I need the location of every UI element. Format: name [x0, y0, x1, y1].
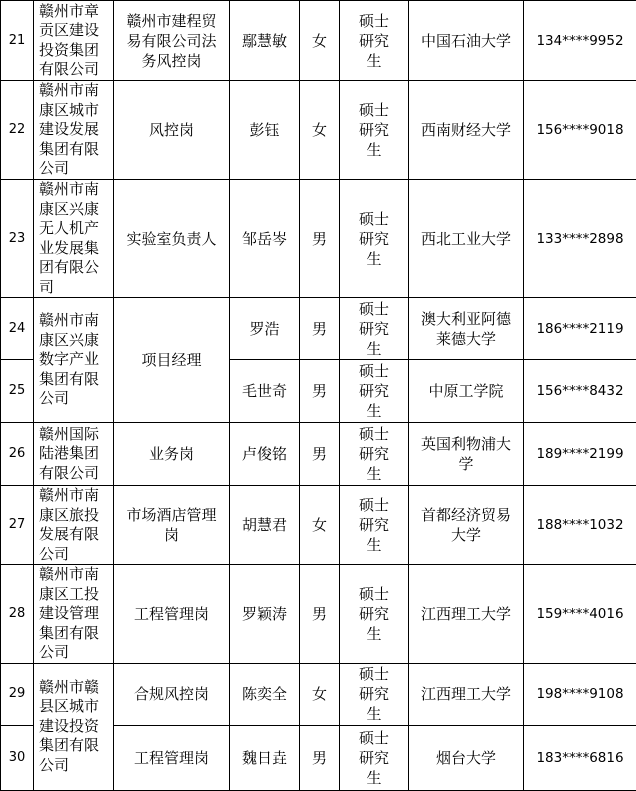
position-cell: 工程管理岗 — [114, 725, 230, 790]
serial-number-cell: 28 — [1, 565, 34, 664]
position-cell: 项目经理 — [114, 298, 230, 423]
school-cell: 英国利物浦大学 — [409, 423, 524, 486]
gender-cell: 男 — [300, 423, 340, 486]
employer-cell: 赣州市南康区兴康数字产业集团有限公司 — [34, 298, 114, 423]
phone-cell: 186****2119 — [524, 298, 636, 360]
table-row — [1, 423, 636, 486]
school-cell: 江西理工大学 — [409, 663, 524, 725]
gender-cell: 女 — [300, 486, 340, 565]
gender-cell: 女 — [300, 663, 340, 725]
serial-number-cell: 22 — [1, 81, 34, 180]
phone-cell: 133****2898 — [524, 180, 636, 298]
gender-cell: 男 — [300, 565, 340, 664]
education-cell: 硕士研究生 — [340, 663, 409, 725]
gender-cell: 男 — [300, 725, 340, 790]
position-cell: 赣州市建程贸易有限公司法务风控岗 — [114, 1, 230, 81]
position-cell: 实验室负责人 — [114, 180, 230, 298]
school-cell: 江西理工大学 — [409, 565, 524, 664]
education-cell: 硕士研究生 — [340, 725, 409, 790]
serial-number-cell: 29 — [1, 663, 34, 725]
table-row — [1, 298, 636, 360]
gender-cell: 女 — [300, 1, 340, 81]
name-cell: 鄢慧敏 — [230, 1, 300, 81]
employer-cell: 赣州市南康区兴康无人机产业发展集团有限公司 — [34, 180, 114, 298]
serial-number-cell: 21 — [1, 1, 34, 81]
serial-number-cell: 30 — [1, 725, 34, 790]
school-cell: 澳大利亚阿德莱德大学 — [409, 298, 524, 360]
education-cell: 硕士研究生 — [340, 423, 409, 486]
name-cell: 魏日垚 — [230, 725, 300, 790]
phone-cell: 198****9108 — [524, 663, 636, 725]
gender-cell: 男 — [300, 180, 340, 298]
phone-cell: 188****1032 — [524, 486, 636, 565]
gender-cell: 女 — [300, 81, 340, 180]
education-cell: 硕士研究生 — [340, 1, 409, 81]
position-cell: 市场酒店管理岗 — [114, 486, 230, 565]
phone-cell: 189****2199 — [524, 423, 636, 486]
employer-cell: 赣州市赣县区城市建设投资集团有限公司 — [34, 663, 114, 790]
phone-cell: 134****9952 — [524, 1, 636, 81]
serial-number-cell: 25 — [1, 360, 34, 423]
serial-number-cell: 23 — [1, 180, 34, 298]
serial-number-cell: 26 — [1, 423, 34, 486]
name-cell: 毛世奇 — [230, 360, 300, 423]
employer-cell: 赣州市章贡区建设投资集团有限公司 — [34, 1, 114, 81]
phone-cell: 156****8432 — [524, 360, 636, 423]
name-cell: 彭钰 — [230, 81, 300, 180]
name-cell: 罗浩 — [230, 298, 300, 360]
table-row — [1, 663, 636, 725]
position-cell: 业务岗 — [114, 423, 230, 486]
serial-number-cell: 27 — [1, 486, 34, 565]
name-cell: 胡慧君 — [230, 486, 300, 565]
employer-cell: 赣州市南康区城市建设发展集团有限公司 — [34, 81, 114, 180]
serial-number-cell: 24 — [1, 298, 34, 360]
position-cell: 合规风控岗 — [114, 663, 230, 725]
school-cell: 烟台大学 — [409, 725, 524, 790]
table-row — [1, 486, 636, 565]
phone-cell: 183****6816 — [524, 725, 636, 790]
employer-cell: 赣州市南康区旅投发展有限公司 — [34, 486, 114, 565]
education-cell: 硕士研究生 — [340, 81, 409, 180]
position-cell: 风控岗 — [114, 81, 230, 180]
school-cell: 首都经济贸易大学 — [409, 486, 524, 565]
education-cell: 硕士研究生 — [340, 360, 409, 423]
table-row — [1, 81, 636, 180]
education-cell: 硕士研究生 — [340, 565, 409, 664]
name-cell: 邹岳岑 — [230, 180, 300, 298]
employer-cell: 赣州市南康区工投建设管理集团有限公司 — [34, 565, 114, 664]
gender-cell: 男 — [300, 298, 340, 360]
phone-cell: 156****9018 — [524, 81, 636, 180]
table-row — [1, 565, 636, 664]
position-cell: 工程管理岗 — [114, 565, 230, 664]
phone-cell: 159****4016 — [524, 565, 636, 664]
employer-cell: 赣州国际陆港集团有限公司 — [34, 423, 114, 486]
education-cell: 硕士研究生 — [340, 298, 409, 360]
education-cell: 硕士研究生 — [340, 486, 409, 565]
name-cell: 卢俊铭 — [230, 423, 300, 486]
name-cell: 罗颖涛 — [230, 565, 300, 664]
school-cell: 中国石油大学 — [409, 1, 524, 81]
name-cell: 陈奕全 — [230, 663, 300, 725]
education-cell: 硕士研究生 — [340, 180, 409, 298]
school-cell: 西北工业大学 — [409, 180, 524, 298]
table-row — [1, 1, 636, 81]
gender-cell: 男 — [300, 360, 340, 423]
school-cell: 中原工学院 — [409, 360, 524, 423]
school-cell: 西南财经大学 — [409, 81, 524, 180]
table-row — [1, 180, 636, 298]
